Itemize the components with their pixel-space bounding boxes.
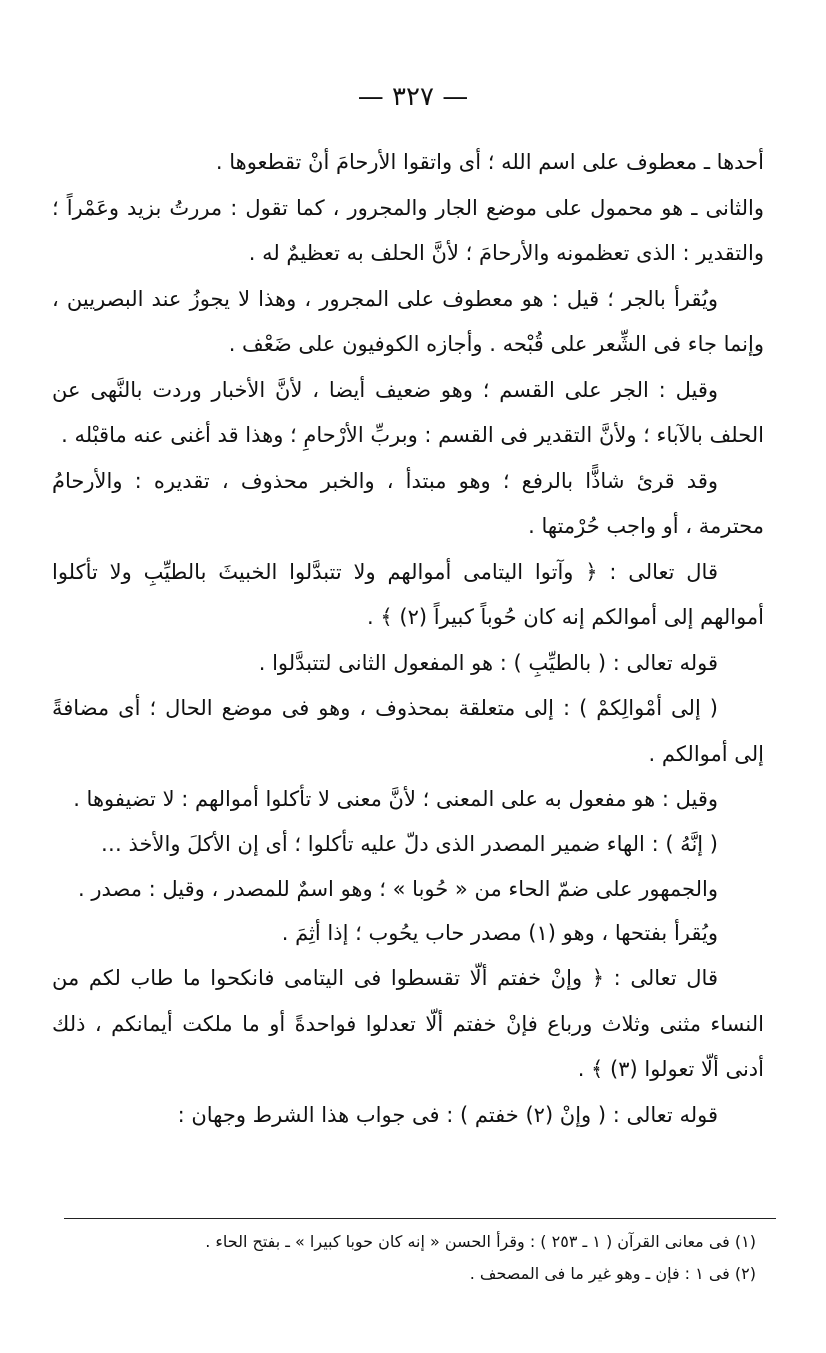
paragraph: وقيل : الجر على القسم ؛ وهو ضعيف أيضا ، لأنَّ الأخبار وردت بالنَّهى عن الحلف بالآباء ؛ ولأنَّ التقدير فى القسم : وبربِّ الأرْحامِ ؛ وهذا قد أغنى عنه ماقبْله . — [52, 377, 764, 447]
quran-verse: قال تعالى : ﴿ وإنْ خفتم ألّا تقسطوا فى اليتامى فانكحوا ما طاب لكم من النساء مثنى وثلاث ورباع فإنْ خفتم ألّا تعدلوا فواحدةً أو ما ملكت أيمانكم ، ذلك أدنى ألّا تعولوا (٣) ﴾ . — [52, 966, 764, 1082]
quran-verse: قال تعالى : ﴿ وآتوا اليتامى أموالهم ولا تتبدَّلوا الخبيثَ بالطيِّبِ ولا تأكلوا أموالهم إلى أموالكم إنه كان حُوباً كبيراً (٢) ﴾ . — [52, 559, 764, 629]
footnote: (٢) فى ١ : فإن ـ وهو غير ما فى المصحف . — [469, 1264, 756, 1283]
paragraph: وقد قرئ شاذًّا بالرفع ؛ وهو مبتدأ ، والخبر محذوف ، تقديره : والأرحامُ محترمة ، أو واجب حُرْمتها . — [52, 468, 764, 538]
paragraph: ( إلى أمْوالِكمْ ) : إلى متعلقة بمحذوف ، وهو فى موضع الحال ؛ أى مضافةً إلى أموالكم . — [52, 696, 764, 766]
paragraph: والثانى ـ هو محمول على موضع الجار والمجرور ، كما تقول : مررتُ بزيد وعَمْراً ؛ والتقدير : الذى تعظمونه والأرحامَ ؛ لأنَّ الحلف به تعظيمٌ له . — [52, 195, 764, 265]
paragraph: قوله تعالى : ( وإنْ (٢) خفتم ) : فى جواب هذا الشرط وجهان : — [177, 1102, 718, 1127]
paragraph: والجمهور على ضمّ الحاء من « حُوبا » ؛ وهو اسمٌ للمصدر ، وقيل : مصدر . — [78, 876, 718, 901]
paragraph: قوله تعالى : ( بالطيِّبِ ) : هو المفعول الثانى لتتبدَّلوا . — [258, 650, 718, 675]
footnote: (١) فى معانى القرآن ( ١ ـ ٢٥٣ ) : وقرأ الحسن « إنه كان حوبا كبيرا » ـ بفتح الحاء . — [205, 1232, 756, 1251]
paragraph: وقيل : هو مفعول به على المعنى ؛ لأنَّ معنى لا تأكلوا أموالهم : لا تضيفوها . — [73, 787, 718, 811]
paragraph: أحدها ـ معطوف على اسم الله ؛ أى واتقوا الأرحامَ أنْ تقطعوها . — [215, 150, 764, 174]
main-text — [52, 140, 764, 1138]
paragraph: ويُقرأ بفتحها ، وهو (١) مصدر حاب يحُوب ؛ إذا أثِمَ . — [281, 921, 718, 946]
paragraph: ويُقرأ بالجر ؛ قيل : هو معطوف على المجرور ، وهذا لا يجوزُ عند البصريين ، وإنما جاء فى الشِّعر على قُبْحه . وأجازه الكوفيون على ضَعْف . — [52, 286, 764, 356]
paragraph: ( إنَّهُ ) : الهاء ضمير المصدر الذى دلّ عليه تأكلوا ؛ أى إن الأكلَ والأخذ … — [100, 831, 718, 856]
footnote-divider — [64, 1218, 776, 1219]
page-number: — ٣٢٧ — — [357, 82, 469, 112]
footnotes — [56, 1226, 756, 1290]
